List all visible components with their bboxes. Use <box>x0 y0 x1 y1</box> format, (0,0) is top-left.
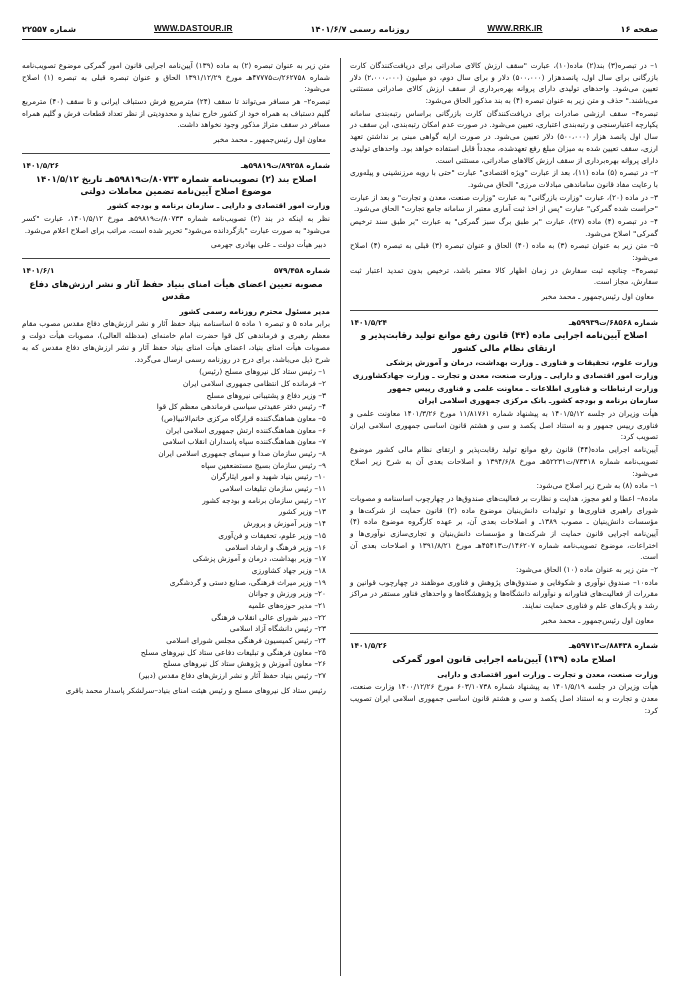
list-item: ۸– رئیس سازمان صدا و سیمای جمهوری اسلامی ایران <box>158 449 326 458</box>
header-divider <box>22 39 658 40</box>
list-item: ۲۷– رئیس بنیاد حفظ آثار و نشر ارزش‌های دفاع مقدس (دبیر) <box>138 671 326 681</box>
decree-number: شماره ۸۸۴۳۸/ت۵۹۷۱۳هـ <box>568 641 658 651</box>
paragraph: ۱– در تبصره(۳) بند(۲) ماده(۱۰)، عبارت "سقف ارزش کالای صادراتی برای دریافت‌کنندگان کارت بازرگانی برای سال اول، پانصدهزار (۵۰۰،۰۰۰) دلار و برای سال دوم، دو میلیون (۲،۰۰۰،۰۰۰) دلار تعیین می‌شود. واحدهای تولیدی دارای پروانه بهره‌برداری از سقف ارزش کالای صادراتی مستثنی می‌باشند." حذف و متن زیر به عنوان تبصره (۴) به بند مذکور الحاق می‌شود: <box>350 61 659 106</box>
list-item: ۱۳– وزیر کشور <box>278 507 326 517</box>
decree-meta <box>350 640 658 652</box>
signature: معاون اول رئیس‌جمهور ـ محمد مخبر <box>213 135 326 145</box>
signature: معاون اول رئیس‌جمهور ـ محمد مخبر <box>541 292 654 302</box>
decree-meta <box>22 265 330 277</box>
page-number: صفحه ۱۶ <box>620 24 658 35</box>
list-item: ۳– وزیر دفاع و پشتیبانی نیروهای مسلح <box>206 390 326 400</box>
paragraph: ۲– در تبصره (۵) ماده (۱۱)، بعد از عبارت "ویژه اقتصادی" عبارت "حتی با رویه مرزنشینی و پیله‌وری با رعایت مفاد قانون ساماندهی مبادلات مرزی" الحاق می‌شود. <box>350 168 658 189</box>
decree-date: ۱۴۰۱/۶/۱ <box>22 266 55 276</box>
paragraph: ۲– متن زیر به عنوان ماده (۱۰) الحاق می‌شود: <box>515 565 658 575</box>
list-item: ۲۰– وزیر ورزش و جوانان <box>248 589 326 599</box>
column-divider <box>340 58 341 976</box>
issue-number: شماره ۲۲۵۵۷ <box>22 24 77 35</box>
list-item: ۲۱– مدیر حوزه‌های علمیه <box>248 600 326 610</box>
list-item: ۶– معاون هماهنگ‌کننده ارتش جمهوری اسلامی ایران <box>165 425 326 435</box>
paragraph: هیأت وزیران در جلسه ۱۴۰۱/۵/۱۲ به پیشنهاد شماره ۱۱/۸۱۷۶۱ مورخ ۱۴۰۱/۳/۲۶ معاونت علمی و فناوری رییس جمهور و به استناد اصل یکصد و سی و هشتم قانون اساسی جمهوری اسلامی ایران تصویب کرد: <box>350 409 658 442</box>
ministry-line: وزارت علوم، تحقیقات و فناوری ـ وزارت بهداشت، درمان و آموزش پزشکی <box>386 358 658 368</box>
list-item: ۱۸– وزیر جهاد کشاورزی <box>251 565 326 575</box>
list-item: ۴– رئیس دفتر عقیدتی سیاسی فرماندهی معظم کل قوا <box>156 402 326 412</box>
paragraph: ماده۸– اعطا و لغو مجوز، هدایت و نظارت بر فعالیت‌های صندوق‌ها در چهارچوب اساسنامه و مصوبات شورای راهبری فناوری‌ها و تولیدات دانش‌بنیان موضوع ماده (۲) قانون حمایت از شرکت‌ها و مؤسسات دانش‌بنیان ـ مصوب ۱۳۸۹ـ و اصلاحات بعدی آن، بر عهده کارگروه موضوع ماده (۴) آیین‌نامه اجرایی قانون حمایت از شرکت‌ها و مؤسسات دانش‌بنیان و تجاری‌سازی نوآوری‌ها و اختراعات، موضوع تصویب‌نامه شماره ۱۴۶۲۰۷/ت۴۵۴۱۳هـ مورخ ۱۳۹۱/۸/۲۱ و اصلاحات بعدی آن است. <box>350 493 659 562</box>
paragraph: نظر به اینکه در بند (۲) تصویب‌نامه شماره ۸۰۷۳۳/ت۵۹۸۱۹هـ مورخ ۱۴۰۱/۵/۱۲، عبارت "کسر می‌شود" به صورت عبارت "بازگردانده می‌شود" تحریر شده است، مراتب برای اصلاح اعلام می‌شود. <box>22 214 330 235</box>
decree-title: مصوبه تعیین اعضای هیأت امنای بنیاد حفظ آثار و نشر ارزش‌های دفاع مقدس <box>29 279 323 303</box>
list-item: ۲۳– رئیس دانشگاه آزاد اسلامی <box>229 624 326 634</box>
decree-meta <box>350 317 658 329</box>
members-list <box>22 366 330 682</box>
list-item: ۵– معاون هماهنگ‌کننده قرارگاه مرکزی خاتم‌الانبیا(ص) <box>161 413 326 423</box>
decree-title: اصلاح آیین‌نامه اجرایی ماده (۴۴) قانون رفع موانع تولید رقابت‌پذیر و ارتقای نظام مالی کشور <box>360 331 648 354</box>
decree-date: ۱۴۰۱/۵/۲۴ <box>350 317 387 327</box>
decree-date: ۱۴۰۱/۵/۲۶ <box>22 160 59 170</box>
paragraph: تبصره۲– هر مسافر می‌تواند تا سقف (۲۴) مترمربع فرش دستباف ایرانی و تا سقف (۴۰) مترمربع گلیم دستباف به همراه خود از کشور خارج نماید و محدودیتی از نظر تعداد قطعات فرش و گلیم همراه مسافر در سقف متراژ مذکور وجود نخواهد داشت. <box>22 97 330 130</box>
paragraph: برابر ماده ۵ و تبصره ۱ ماده ۵ اساسنامه بنیاد حفظ آثار و نشر ارزش‌های دفاع مقدس مصوب مقام معظم رهبری و فرماندهی کل قوا حضرت امام خامنه‌ای (مدظله العالی)، مصوبات هیأت دولت و مصوبات هیأت امنای بنیاد، اعضای هیأت امنای بنیاد حفظ آثار و نشر ارزش‌های دفاع مقدس که به شرح ذیل می‌باشد، برای درج در روزنامه رسمی ارسال می‌گردد. <box>22 319 331 364</box>
section-divider <box>22 153 330 154</box>
list-item: ۹– رئیس سازمان بسیج مستضعفین سپاه <box>201 460 326 470</box>
ministry-line: وزارت ارتباطات و فناوری اطلاعات ـ معاونت علمی و فناوری رییس جمهور <box>387 383 658 393</box>
paragraph: تبصره۳– چنانچه ثبت سفارش در زمان اظهار کالا معتبر باشد، ترخیص بدون تمدید اعتبار ثبت سفارش، مجاز است. <box>350 265 658 287</box>
decree-title: اصلاح بند (۲) تصویب‌نامه شماره ۸۰۷۳۳/ت۵۹۸۱۹هـ تاریخ ۱۴۰۱/۵/۱۲ موضوع اصلاح آیین‌نامه تضمین معاملات دولتی <box>35 174 317 197</box>
gazette-date: روزنامه رسمی ۱۴۰۱/۶/۷ <box>310 24 410 35</box>
ministry-line: وزارت امور اقتصادی و دارایی ـ سازمان برنامه و بودجه کشور <box>107 201 330 211</box>
list-item: ۲۶– معاون آموزش و پژوهش ستاد کل نیروهای مسلح <box>163 659 326 669</box>
list-item: ۲۴– رئیس کمیسیون فرهنگی مجلس شورای اسلامی <box>166 636 326 645</box>
dastour-site-link[interactable]: WWW.DASTOUR.IR <box>153 24 233 34</box>
list-item: ۲– فرمانده کل انتظامی جمهوری اسلامی ایران <box>182 378 326 388</box>
decree-title: اصلاح ماده (۱۳۹) آیین‌نامه اجرایی قانون امور گمرکی <box>392 655 616 666</box>
rrk-site-link[interactable]: WWW.RRK.IR <box>487 24 543 34</box>
addressee: مدیر مسئول محترم روزنامه رسمی کشور <box>179 306 330 316</box>
decree-number: شماره ۶۸۵۶۸/ت۵۹۹۳۹هـ <box>568 317 658 327</box>
paragraph: ۱– ماده (۸) به شرح زیر اصلاح می‌شود: <box>536 481 658 491</box>
paragraph: تبصره۴– سقف ارزشی صادرات برای دریافت‌کنندگان کارت بازرگانی براساس رتبه‌بندی سامانه یکپارچه اعتبارسنجی و رتبه‌بندی اعتباری، تعیین می‌شود. در صورت عدم امکان رتبه‌بندی، این سقف در سال اول پانصد هزار (۵۰۰،۰۰۰) دلار تعیین می‌شود. در صورت ارایه گواهی مبنی بر نداشتن تعهد ارزی، سقف تعیین شده به میزان مبلغ رفع تعهدشده، مجدداً قابل استفاده خواهد بود. واحدهای تولیدی دارای پروانه بهره‌برداری از سقف ارزش کالاهای صادراتی، مستثنی است. <box>350 108 658 165</box>
section-divider <box>350 633 658 634</box>
decree-date: ۱۴۰۱/۵/۲۶ <box>350 641 387 651</box>
list-item: ۱۹– وزیر میراث فرهنگی، صنایع دستی و گردشگری <box>169 577 326 587</box>
list-item: ۱۶– وزیر فرهنگ و ارشاد اسلامی <box>225 542 326 552</box>
ministry-line: سازمان برنامه و بودجه کشورـ بانک مرکزی جمهوری اسلامی ایران <box>418 396 658 406</box>
paragraph: متن زیر به عنوان تبصره (۲) به ماده (۱۳۹) آیین‌نامه اجرایی قانون امور گمرکی موضوع تصویب‌نامه شماره ۲۶۲۷۵۸/ت۴۷۷۷۵هـ مورخ ۱۳۹۱/۱۲/۲۹ الحاق و عنوان تبصره قبلی به تبصره (۱) اصلاح می‌شود: <box>22 61 330 94</box>
section-divider <box>22 258 330 259</box>
paragraph: ۳– در ماده (۲۰)، عبارت "وزارت بازرگانی" به عبارت "وزارت صنعت، معدن و تجارت" و بعد از عبارت "حراست شده گمرکی" عبارت "پس از اخذ ثبت آماری معتبر از سامانه جامع تجارت" الحاق می‌شود. <box>350 192 658 214</box>
paragraph: ۵– متن زیر به عنوان تبصره (۳) به ماده (۴۰) الحاق و عنوان تبصره (۳) قبلی به تبصره (۴) اصلاح می‌شود: <box>350 241 658 262</box>
paragraph: ۴– در تبصره (۴) ماده (۲۷)، عبارت "بر طبق برگ سبز گمرکی" به عبارت "بر طبق سند ترخیص گمرکی" اصلاح می‌شود. <box>350 216 658 238</box>
right-column <box>350 60 658 717</box>
list-item: ۱۴– وزیر آموزش و پرورش <box>243 519 326 529</box>
signature: رئیس ستاد کل نیروهای مسلح و رئیس هیئت امنای بنیاد–سرلشکر پاسدار محمد باقری <box>65 685 326 695</box>
page-header <box>22 12 658 39</box>
paragraph: ماده۱۰– صندوق نوآوری و شکوفایی و صندوق‌های پژوهش و فناوری موظفند در چهارچوب قوانین و مقررات از فعالیت‌های فناورانه و نوآورانه دانشگاه‌ها و پژوهشگاه‌ها و واحدهای فناور مستقر در مراکز رشد و پارک‌های علم و فناوری حمایت نمایند. <box>350 577 658 611</box>
list-item: ۷– معاون هماهنگ‌کننده سپاه پاسداران انقلاب اسلامی <box>162 437 326 447</box>
list-item: ۲۲– دبیر شورای عالی انقلاب فرهنگی <box>211 612 326 622</box>
decree-meta <box>22 160 330 172</box>
list-item: ۱۲– رئیس سازمان برنامه و بودجه کشور <box>202 495 326 505</box>
paragraph: هیأت وزیران در جلسه ۱۴۰۱/۵/۱۹ به پیشنهاد شماره ۶۰۳/۱۰۷۳۸ مورخ ۱۴۰۰/۱۲/۲۶ وزارت صنعت، معدن و تجارت و به استناد اصل یکصد و سی و هشتم قانون اساسی جمهوری اسلامی ایران تصویب کرد: <box>350 682 658 715</box>
left-column <box>22 60 330 697</box>
list-item: ۱۱– رئیس سازمان تبلیغات اسلامی <box>219 484 326 494</box>
ministry-line: وزارت امور اقتصادی و دارایی ـ وزارت صنعت، معدن و تجارت ـ وزارت جهادکشاورزی <box>352 371 658 381</box>
list-item: ۱۰– رئیس بنیاد شهید و امور ایثارگران <box>211 472 326 482</box>
list-item: ۱۵– وزیر علوم، تحقیقات و فن‌آوری <box>218 530 326 540</box>
paragraph: آیین‌نامه اجرایی ماده(۴۴) قانون رفع موانع تولید رقابت‌پذیر و ارتقای نظام مالی کشور موضوع تصویب‌نامه شماره ۷۳۳۱۸/ت۵۲۲۳۱هـ مورخ ۱۳۹۴/۶/۸ و اصلاحات بعدی آن به شرح زیر اصلاح می‌شود: <box>350 445 658 478</box>
list-item: ۱– رئیس ستاد کل نیروهای مسلح (رئیس) <box>199 367 326 377</box>
decree-number: شماره ۸۹۲۵۸/ت۵۹۸۱۹هـ <box>240 160 330 170</box>
section-divider <box>350 310 658 311</box>
ministry-line: وزارت صنعت، معدن و تجارت ـ وزارت امور اقتصادی و دارایی <box>437 669 658 679</box>
list-item: ۲۵– معاون فرهنگی و تبلیغات دفاعی ستاد کل نیروهای مسلح <box>140 647 326 657</box>
list-item: ۱۷– وزیر بهداشت، درمان و آموزش پزشکی <box>192 554 326 564</box>
signature: دبیر هیأت دولت ـ علی بهادری جهرمی <box>210 240 326 250</box>
decree-number: شماره ۵۷۹/۴۵۸ <box>274 266 330 276</box>
signature: معاون اول رئیس‌جمهور ـ محمد مخبر <box>541 615 654 625</box>
